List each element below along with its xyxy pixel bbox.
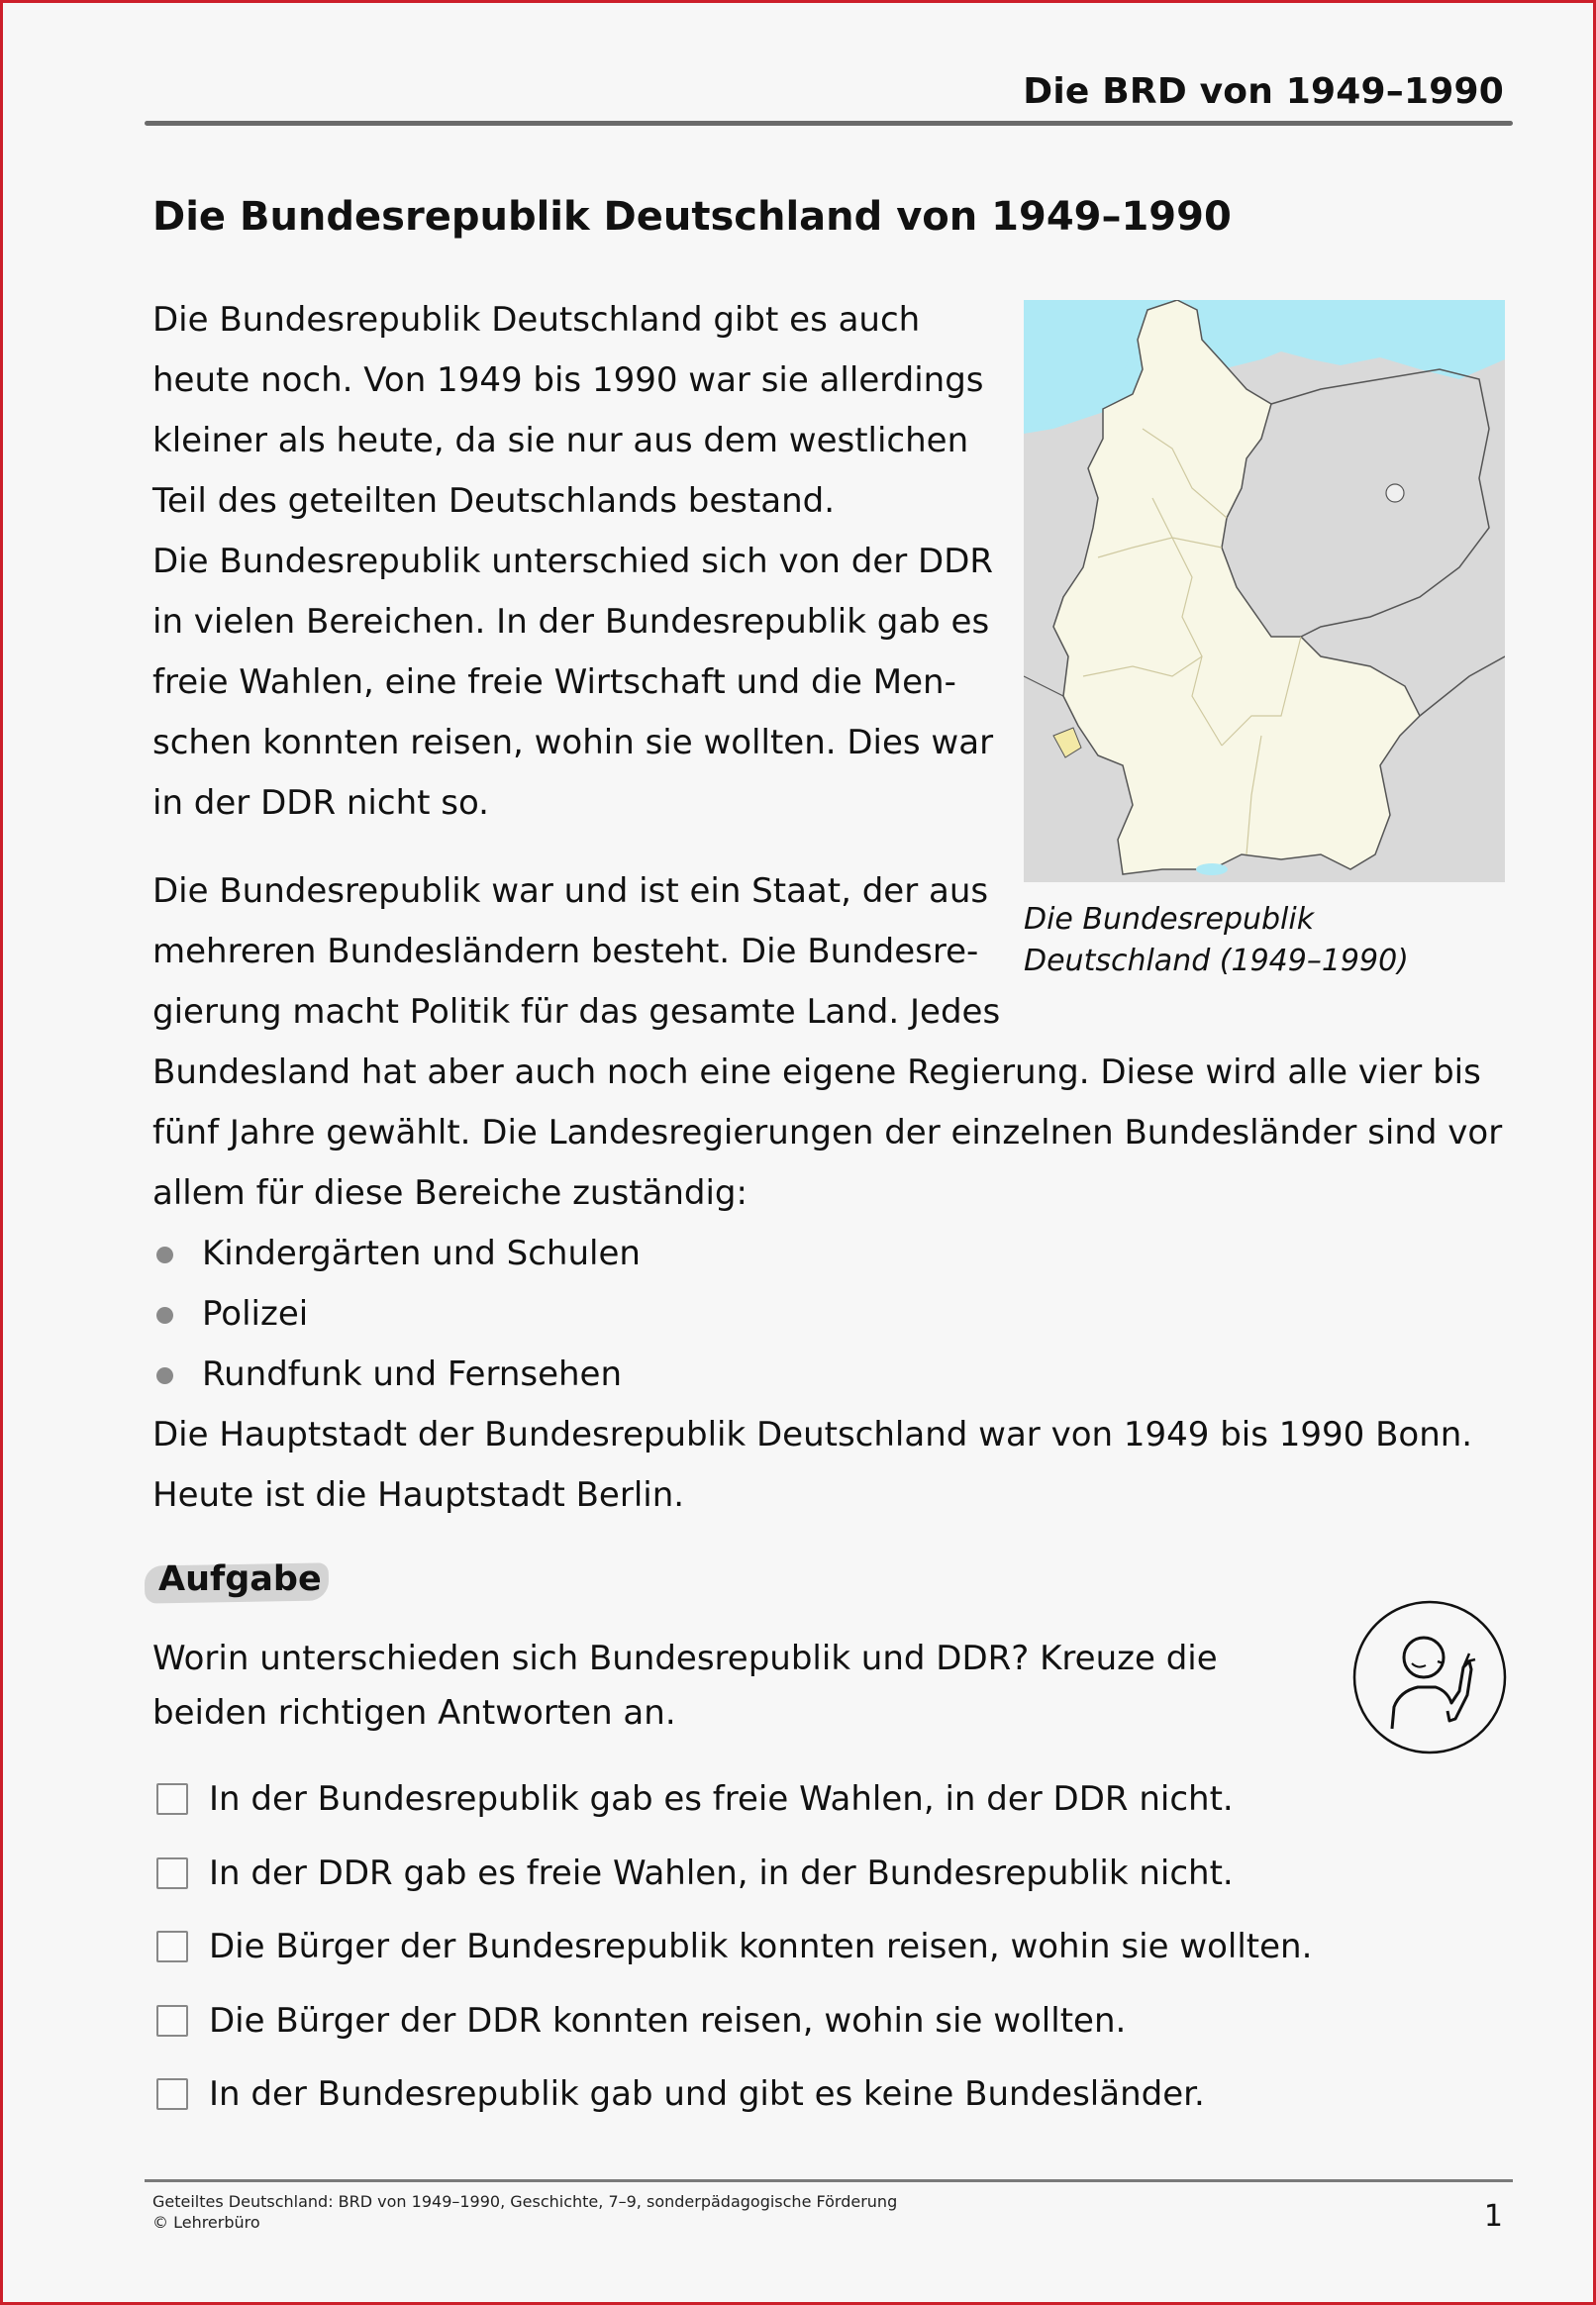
answer-option-3[interactable]: Die Bürger der Bundesrepublik konnten reisen, wohin sie wollten. — [152, 1910, 1440, 1984]
answer-options — [152, 1762, 1440, 2132]
answer-option-4[interactable]: Die Bürger der DDR konnten reisen, wohin sie wollten. — [152, 1984, 1440, 2058]
page-number: 1 — [1483, 2199, 1503, 2234]
bullet-icon — [156, 1307, 173, 1324]
checkbox[interactable] — [156, 2078, 188, 2110]
checkbox[interactable] — [156, 2005, 188, 2037]
intro-paragraph-2: Die Bundesrepublik unterschied sich von der DDR in vielen Bereichen. In der Bundesrepublik gab es freie Wahlen, eine freie Wirtschaft und die Menschen konnten reisen, wohin sie wollten. Dies war in der DDR nicht so. — [152, 542, 994, 823]
states-paragraph-part-1: Die Bundesrepublik war und ist ein Staat, der aus mehreren Bundesländern besteht. Die Bundesregierung macht Politik für das gesamte Land. Jedes — [152, 871, 1001, 1032]
checkbox[interactable] — [156, 1783, 188, 1815]
checkbox[interactable] — [156, 1931, 188, 1962]
page-title: Die Bundesrepublik Deutschland von 1949–1990 — [152, 194, 1232, 240]
footer-line-1: Geteiltes Deutschland: BRD von 1949–1990, Geschichte, 7–9, sonderpädagogische Förderung — [152, 2192, 898, 2211]
responsibilities-list — [152, 1224, 1515, 1405]
checkbox[interactable] — [156, 1857, 188, 1889]
header-divider — [145, 121, 1513, 126]
footer-source — [152, 2191, 897, 2233]
states-paragraph-part-2: Bundesland hat aber auch noch eine eigene Regierung. Diese wird alle vier bis fünf Jahre gewählt. Die Landesregierungen der einzelnen Bundesländer sind vor allem für diese Bereiche zuständig: — [152, 1052, 1503, 1213]
task-label: Aufgabe — [158, 1559, 322, 1599]
task-question: Worin unterschieden sich Bundesrepublik und DDR? Kreuze die beiden richtigen Antworten an. — [152, 1639, 1218, 1733]
bullet-icon — [156, 1367, 173, 1384]
intro-paragraph-1: Die Bundesrepublik Deutschland gibt es auch heute noch. Von 1949 bis 1990 war sie allerdings kleiner als heute, da sie nur aus dem westlichen Teil des geteilten Deutschlands bestand. — [152, 300, 984, 521]
map-image — [1024, 300, 1505, 882]
thinking-person-icon — [1352, 1600, 1507, 1754]
footer-divider — [145, 2179, 1513, 2182]
bullet-icon — [156, 1247, 173, 1263]
answer-option-2[interactable]: In der DDR gab es freie Wahlen, in der Bundesrepublik nicht. — [152, 1837, 1440, 1911]
footer-line-2: © Lehrerbüro — [152, 2213, 260, 2232]
header-title: Die BRD von 1949–1990 — [1023, 71, 1504, 112]
intro-section — [152, 290, 1024, 834]
germany-map-icon — [1024, 300, 1505, 882]
answer-option-1[interactable]: In der Bundesrepublik gab es freie Wahlen, in der DDR nicht. — [152, 1762, 1440, 1837]
list-item: Kindergärten und Schulen — [152, 1224, 1515, 1284]
capital-paragraph: Die Hauptstadt der Bundesrepublik Deutschland war von 1949 bis 1990 Bonn. Heute ist die Hauptstadt Berlin. — [152, 1415, 1473, 1515]
map-caption: Die Bundesrepublik Deutschland (1949–1990) — [1024, 902, 1409, 978]
states-section — [152, 861, 1515, 1526]
list-item: Polizei — [152, 1284, 1515, 1345]
answer-option-5[interactable]: In der Bundesrepublik gab und gibt es keine Bundesländer. — [152, 2057, 1440, 2132]
list-item: Rundfunk und Fernsehen — [152, 1345, 1515, 1405]
